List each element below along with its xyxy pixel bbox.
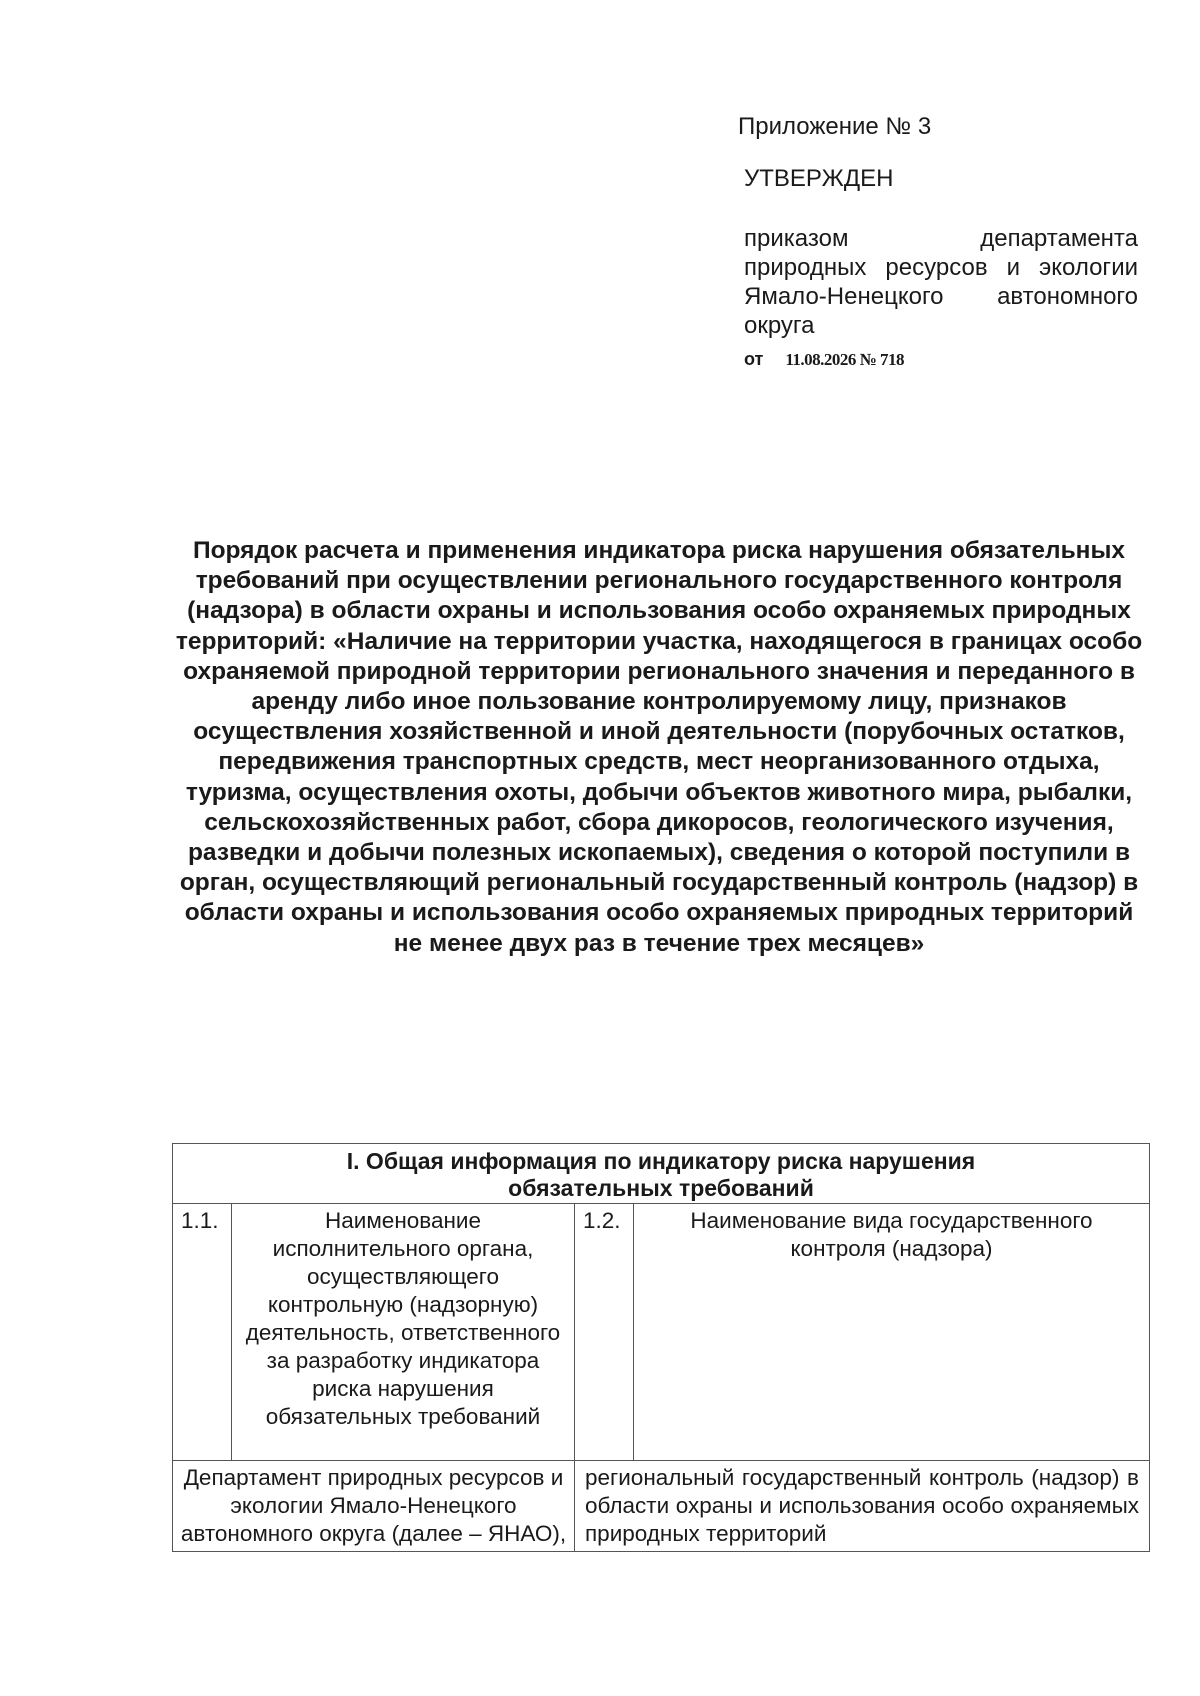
item-number: 1.1.	[173, 1204, 232, 1461]
indicator-info-table	[172, 1143, 1150, 1552]
appendix-number: Приложение № 3	[738, 113, 932, 140]
approval-order-text: приказом департамента природных ресурсов и экологии Ямало-Ненецкого автономного округа	[744, 225, 1138, 339]
order-date-number: 11.08.2026 № 718	[785, 350, 905, 369]
date-prefix: от	[744, 349, 764, 369]
approval-stamp: УТВЕРЖДЕН	[744, 165, 894, 192]
approval-block	[738, 112, 1138, 375]
item-value-executive-body: Департамент природных ресурсов и экологии Ямало-Ненецкого автономного округа (далее – ЯНАО),	[173, 1461, 575, 1552]
table-row	[173, 1461, 1150, 1552]
item-label-executive-body: Наименование исполнительного органа, осуществляющего контрольную (надзорную) деятельность, ответственного за разработку индикатора риска нарушения обязательных требований	[232, 1204, 575, 1461]
table-header-row	[173, 1144, 1150, 1204]
document-title: Порядок расчета и применения индикатора риска нарушения обязательных требований при осуществлении регионального государственного контроля (надзора) в области охраны и использования особо охраняемых природных территорий: «Наличие на территории участка, находящегося в границах особо охраняемой природной территории регионального значения и переданного в аренду либо иное пользование контролируемому лицу, признаков осуществления хозяйственной и иной деятельности (порубочных остатков, передвижения транспортных средств, мест неорганизованного отдыха, туризма, осуществления охоты, добычи объектов животного мира, рыбалки, сельскохозяйственных работ, сбора дикоросов, геологического изучения, разведки и добычи полезных ископаемых), сведения о которой поступили в орган, осуществляющий региональный государственный контроль (надзор) в области охраны и использования особо охраняемых природных территорий не менее двух раз в течение трех месяцев»	[175, 537, 1143, 957]
section-title: I. Общая информация по индикатору риска нарушения обязательных требований	[173, 1144, 1150, 1204]
approval-date-line	[744, 344, 1138, 375]
item-label-control-type: Наименование вида государственного контроля (надзора)	[634, 1204, 1150, 1461]
item-number: 1.2.	[575, 1204, 634, 1461]
table-row	[173, 1204, 1150, 1461]
item-value-control-type: региональный государственный контроль (надзор) в области охраны и использования особо охраняемых природных территорий	[575, 1461, 1150, 1552]
